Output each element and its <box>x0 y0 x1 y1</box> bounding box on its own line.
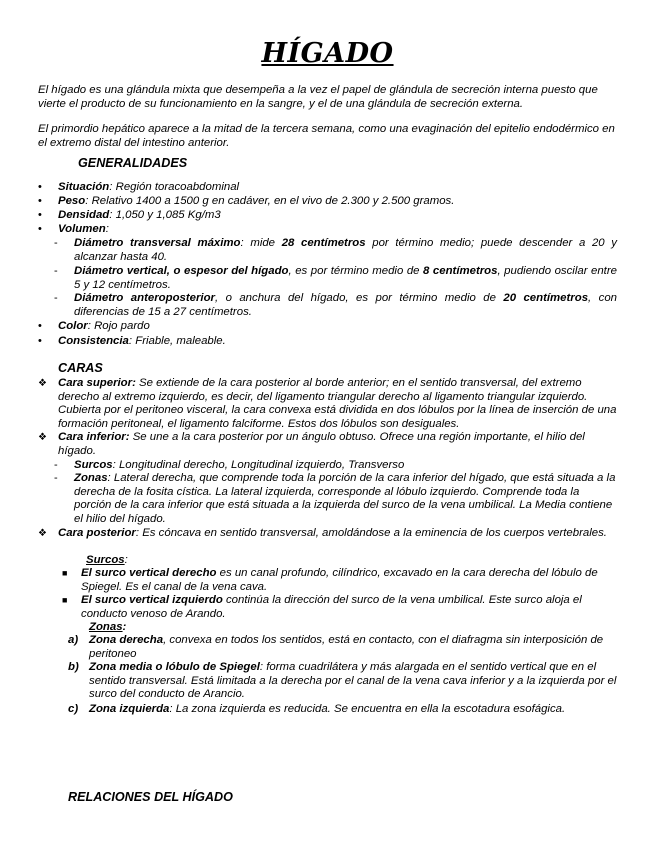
bullet-icon: • <box>38 320 42 332</box>
dash-icon: - <box>54 292 58 304</box>
sv-izquierdo-label: El surco vertical izquierdo <box>81 594 223 606</box>
d3-value: 20 centímetros <box>503 292 589 304</box>
zc-text: : La zona izquierda es reducida. Se encuentra en ella la escotadura esofágica. <box>169 703 566 715</box>
intro-paragraph-2: El primordio hepático aparece a la mitad de la tercera semana, como una evaginación del epitelio endodérmico en el extremo distal del intestino anterior. <box>38 123 615 149</box>
consistencia-item <box>58 335 628 349</box>
page-title: HÍGADO <box>261 38 394 69</box>
densidad-label: Densidad <box>58 209 110 221</box>
surcos-text: : Longitudinal derecho, Longitudinal izquierdo, Transverso <box>112 459 405 471</box>
dash-icon: - <box>54 472 58 484</box>
densidad-text: : 1,050 y 1,085 Kg/m3 <box>109 209 221 221</box>
diametro-transversal-item <box>74 237 617 264</box>
situacion-item <box>58 181 628 195</box>
dash-icon: - <box>54 237 58 249</box>
zonas-subheading-colon: : <box>122 621 127 633</box>
cara-superior-item <box>58 377 620 431</box>
diametro-anteroposterior-item <box>74 292 617 319</box>
consistencia-label: Consistencia <box>58 335 129 347</box>
zona-c-letter: c) <box>68 703 79 715</box>
cara-posterior-item <box>58 527 620 541</box>
bullet-icon: • <box>38 181 42 193</box>
zonas-subheading <box>89 621 126 635</box>
cara-inferior-label: Cara inferior: <box>58 431 130 443</box>
d1-value: 28 centímetros <box>281 237 366 249</box>
d3-label: Diámetro anteroposterior <box>74 292 215 304</box>
d2-value: 8 centímetros <box>423 265 498 277</box>
zonas-text: : Lateral derecha, que comprende toda la porción de la cara inferior del hígado, que está situada a la derecha de la fosita cística. La lateral izquierda, corresponde al lóbulo izquierdo. Comprende toda la porción de la cara inferior que está situada a la izquierda del surco de la vena umbilical. La Media contiene el hilio del hígado. <box>74 472 616 525</box>
volumen-label: Volumen <box>58 223 106 235</box>
cara-inferior-item <box>58 431 620 458</box>
zona-derecha-item <box>89 634 621 661</box>
zonas-subheading-label: Zonas <box>89 621 123 633</box>
zc-label: Zona izquierda <box>89 703 170 715</box>
d2-text1: , es por término medio de <box>288 265 424 277</box>
zb-text: : forma cuadrilátera y más alargada en el sentido vertical que en el sentido transversal. Está limitada a la derecha por el canal de la vena cava inferior y a la izquierda por el surco del conducto de Arancio. <box>89 661 617 701</box>
d2-text2: , pudiendo oscilar entre 5 y 12 centímetros. <box>74 265 617 291</box>
surcos-subheading-label: Surcos <box>86 554 125 566</box>
d1-text2: por término medio; puede descender a 20 y alcanzar hasta 40. <box>74 237 617 263</box>
za-text: , convexa en todos los sentidos, está en contacto, con el diafragma sin interposición de peritoneo <box>89 634 604 660</box>
zona-b-letter: b) <box>68 661 79 673</box>
bullet-icon: • <box>38 223 42 235</box>
densidad-item <box>58 209 628 223</box>
d1-label: Diámetro transversal máximo <box>74 237 241 249</box>
diamond-bullet-icon: ❖ <box>38 432 47 443</box>
surco-vertical-izquierdo-item <box>81 594 621 621</box>
consistencia-text: : Friable, maleable. <box>128 335 226 347</box>
dash-icon: - <box>54 459 58 471</box>
peso-text: : Relativo 1400 a 1500 g en cadáver, en el vivo de 2.300 y 2.500 gramos. <box>85 195 455 207</box>
sv-derecho-label: El surco vertical derecho <box>81 567 217 579</box>
surcos-subheading <box>86 554 128 568</box>
d1-text1: : mide <box>240 237 282 249</box>
volumen-item <box>58 223 628 237</box>
color-label: Color <box>58 320 88 332</box>
color-item <box>58 320 628 334</box>
bullet-icon: • <box>38 335 42 347</box>
diametro-vertical-item <box>74 265 617 292</box>
cara-inferior-text: Se une a la cara posterior por un ángulo obtuso. Ofrece una región importante, el hilio del hígado. <box>58 431 585 457</box>
diamond-bullet-icon: ❖ <box>38 528 47 539</box>
surcos-item <box>74 459 619 473</box>
zonas-label: Zonas <box>74 472 108 484</box>
peso-item <box>58 195 628 209</box>
color-text: : Rojo pardo <box>87 320 150 332</box>
intro-paragraph-1: El hígado es una glándula mixta que desempeña a la vez el papel de glándula de secreción interna puesto que vierte el producto de su funcionamiento en la sangre, y el de una glándula de secreción externa. <box>38 84 598 110</box>
d3-text1: , o anchura del hígado, es por término medio de <box>214 292 504 304</box>
situacion-label: Situación <box>58 181 110 193</box>
generalidades-heading: GENERALIDADES <box>78 156 188 170</box>
d3-text2: , con diferencias de 15 a 27 centímetros. <box>74 292 617 318</box>
d2-label: Diámetro vertical, o espesor del hígado <box>74 265 289 277</box>
square-bullet-icon: ■ <box>62 568 68 578</box>
cara-posterior-label: Cara posterior <box>58 527 136 539</box>
situacion-text: : Región toracoabdominal <box>109 181 240 193</box>
surco-vertical-derecho-item <box>81 567 621 594</box>
sv-izquierdo-text: continúa la dirección del surco de la vena umbilical. Este surco aloja el conducto venoso de Arando. <box>81 594 582 620</box>
bullet-icon: • <box>38 195 42 207</box>
surcos-subheading-colon: : <box>124 554 128 566</box>
zona-izquierda-item <box>89 703 621 717</box>
caras-heading: CARAS <box>58 361 103 375</box>
diamond-bullet-icon: ❖ <box>38 378 47 389</box>
volumen-text: : <box>105 223 109 235</box>
dash-icon: - <box>54 265 58 277</box>
surcos-label: Surcos <box>74 459 113 471</box>
cara-posterior-text: : Es cóncava en sentido transversal, amoldándose a la eminencia de los cuerpos vertebrales. <box>135 527 607 539</box>
bullet-icon: • <box>38 209 42 221</box>
relaciones-heading: RELACIONES DEL HÍGADO <box>68 790 233 804</box>
zona-a-letter: a) <box>68 634 79 646</box>
cara-superior-text: Se extiende de la cara posterior al borde anterior; en el sentido transversal, del extremo derecho al extremo izquierdo, es decir, del ligamento triangular derecho al ligamento triangular izquierdo. Cubierta por el peritoneo visceral, la cara convexa está dividida en dos lóbulos por la línea de inserción de una formación peritoneal, el ligamento falciforme. Estos dos lóbulos son desiguales. <box>58 377 617 430</box>
square-bullet-icon: ■ <box>62 595 68 605</box>
zb-label: Zona media o lóbulo de Spiegel <box>89 661 260 673</box>
zona-media-item <box>89 661 621 702</box>
zonas-item <box>74 472 619 526</box>
peso-label: Peso <box>58 195 86 207</box>
sv-derecho-text: es un canal profundo, cilíndrico, excavado en la cara derecha del lóbulo de Spiegel. Es el canal de la vena cava. <box>81 567 598 593</box>
cara-superior-label: Cara superior: <box>58 377 136 389</box>
za-label: Zona derecha <box>89 634 164 646</box>
